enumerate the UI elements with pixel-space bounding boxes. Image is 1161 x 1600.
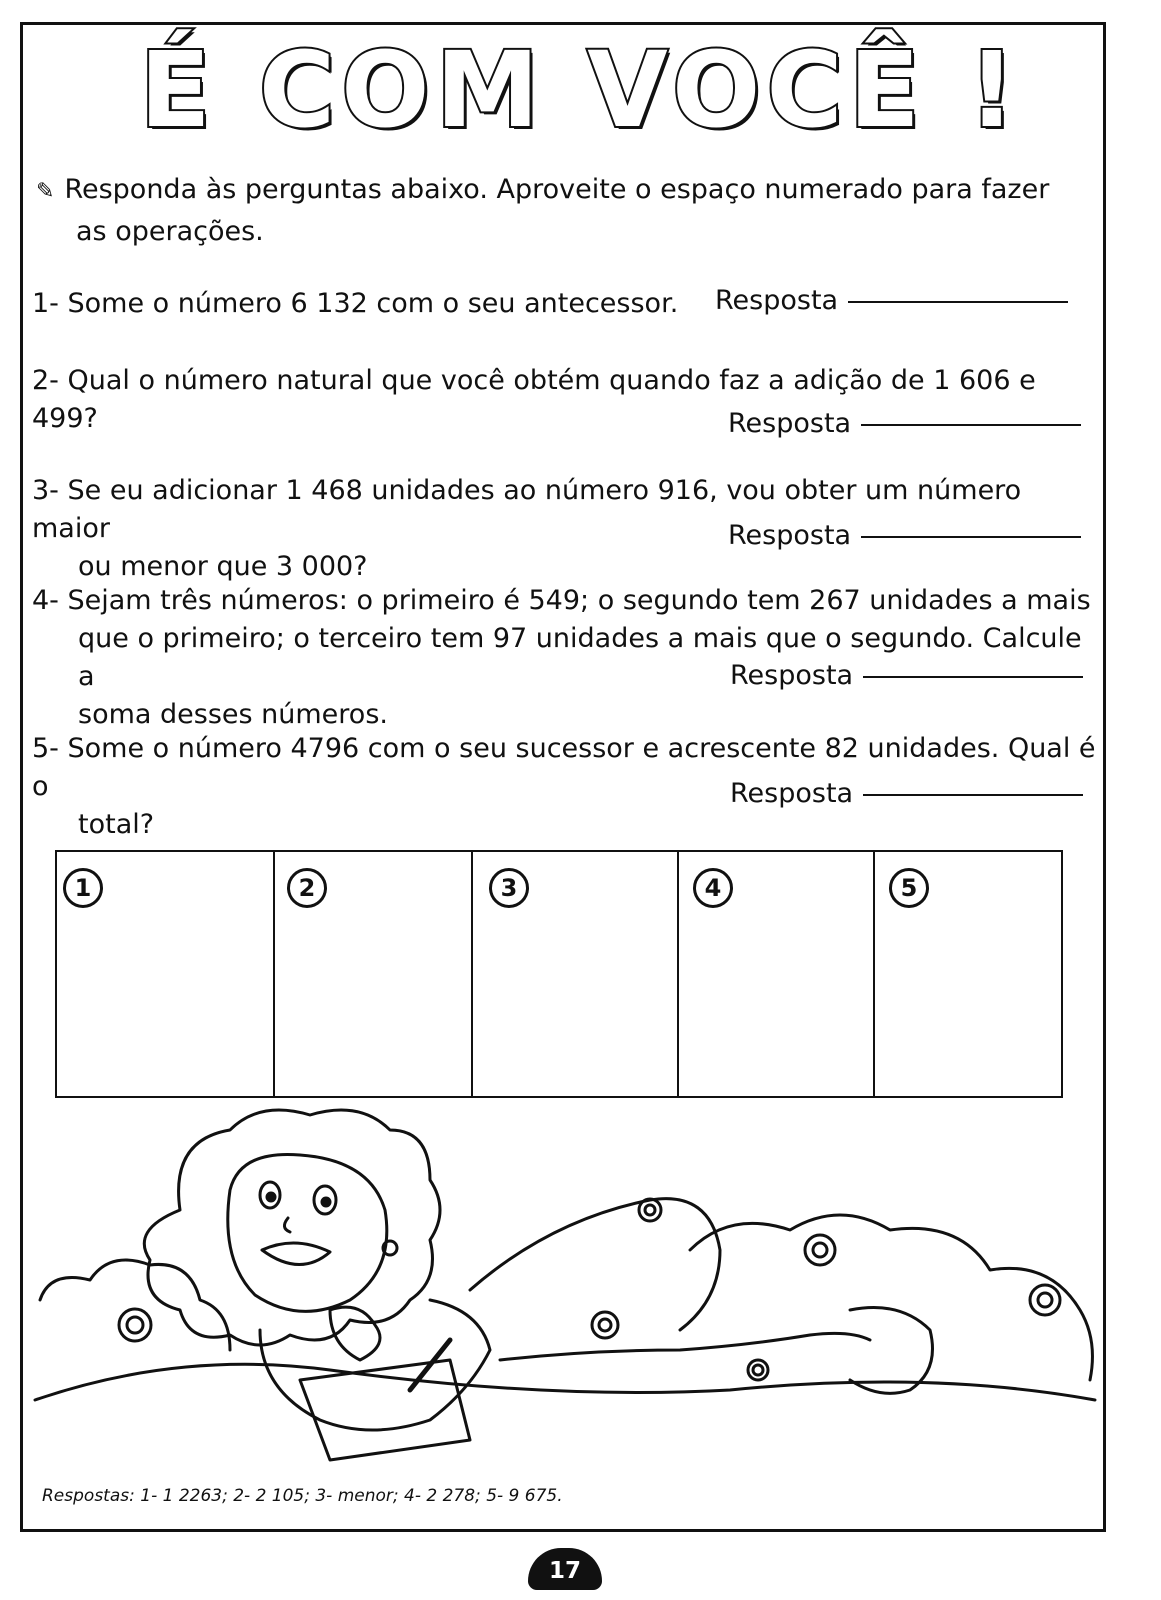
answer-2[interactable] — [728, 408, 1081, 439]
answer-1[interactable] — [715, 285, 1068, 316]
question-5-line-2: total? — [78, 809, 155, 840]
bush-right — [690, 1215, 1092, 1380]
answer-label: Resposta — [730, 778, 854, 809]
instructions — [36, 170, 1096, 252]
work-box-number: 4 — [693, 868, 733, 908]
answer-4-blank[interactable] — [863, 676, 1083, 678]
answer-4[interactable] — [730, 660, 1083, 691]
face — [228, 1154, 387, 1311]
answer-label: Resposta — [728, 408, 852, 439]
work-box-number: 1 — [63, 868, 103, 908]
lower-leg — [500, 1333, 870, 1360]
question-4-line-3: soma desses números. — [78, 699, 388, 730]
nose — [284, 1218, 290, 1232]
question-4-line-2: que o primeiro; o terceiro tem 97 unidades a mais que o segundo. Calcule a — [78, 623, 1082, 692]
answer-2-blank[interactable] — [861, 424, 1081, 426]
work-box-1[interactable] — [57, 852, 275, 1096]
hill-line — [35, 1364, 1095, 1400]
work-box-2[interactable] — [275, 852, 473, 1096]
answer-key: Respostas: 1- 1 2263; 2- 2 105; 3- menor; 4- 2 278; 5- 9 675. — [42, 1486, 563, 1506]
question-3-line-1: 3- Se eu adicionar 1 468 unidades ao número 916, vou obter um número maior — [32, 475, 1022, 544]
question-1-text: 1- Some o número 6 132 com o seu antecessor. — [32, 288, 679, 319]
work-box-4[interactable] — [679, 852, 875, 1096]
work-box-3[interactable] — [473, 852, 679, 1096]
work-area-grid — [55, 850, 1063, 1098]
girl-writing-illustration — [30, 1100, 1100, 1480]
answer-label: Resposta — [715, 285, 839, 316]
instruction-line-1: Responda às perguntas abaixo. Aproveite o espaço numerado para fazer — [64, 174, 1050, 205]
question-4 — [32, 582, 1102, 734]
shoe — [850, 1308, 933, 1394]
work-box-5[interactable] — [875, 852, 1061, 1096]
question-4-line-1: 4- Sejam três números: o primeiro é 549; o segundo tem 267 unidades a mais — [32, 585, 1091, 616]
page-number: 17 — [528, 1548, 602, 1590]
answer-label: Resposta — [730, 660, 854, 691]
upper-leg — [470, 1199, 720, 1330]
answer-3-blank[interactable] — [861, 536, 1081, 538]
instruction-line-2: as operações. — [76, 216, 264, 247]
answer-1-blank[interactable] — [848, 301, 1068, 303]
work-box-number: 3 — [489, 868, 529, 908]
answer-3[interactable] — [728, 520, 1081, 551]
question-2-text: 2- Qual o número natural que você obtém quando faz a adição de 1 606 e 499? — [32, 365, 1036, 434]
work-box-number: 5 — [889, 868, 929, 908]
question-5-line-1: 5- Some o número 4796 com o seu sucessor e acrescente 82 unidades. Qual é o — [32, 733, 1096, 802]
answer-5-blank[interactable] — [863, 794, 1083, 796]
answer-5[interactable] — [730, 778, 1083, 809]
mouth — [262, 1243, 330, 1265]
work-box-number: 2 — [287, 868, 327, 908]
pencil-icon: ✎ — [36, 179, 55, 204]
answer-label: Resposta — [728, 520, 852, 551]
page-title: É COM VOCÊ ! — [139, 29, 1022, 151]
question-3-line-2: ou menor que 3 000? — [78, 551, 368, 582]
